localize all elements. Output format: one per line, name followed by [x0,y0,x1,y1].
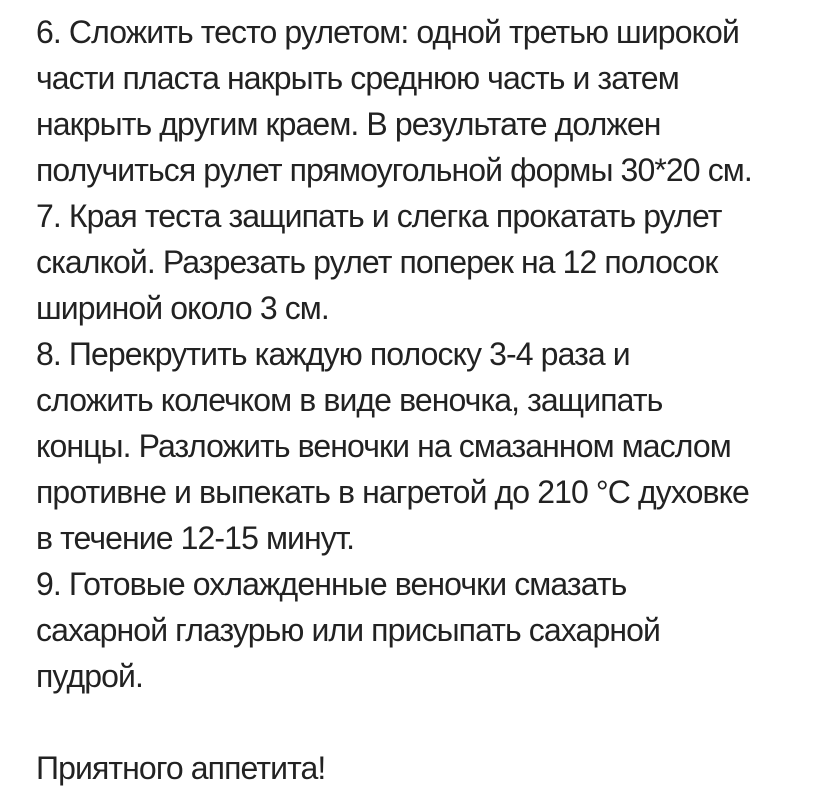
step-7-line-2: скалкой. Разрезать рулет поперек на 12 полосок [36,244,718,280]
step-6-line-4: получиться рулет прямоугольной формы 30*20 см. [36,152,752,188]
step-7-line-3: шириной около 3 см. [36,290,329,326]
step-8-line-5: в течение 12-15 минут. [36,520,355,556]
step-9-line-1: 9. Готовые охлажденные веночки смазать [36,566,627,602]
step-8-line-3: концы. Разложить веночки на смазанном маслом [36,428,731,464]
step-9-line-2: сахарной глазурью или присыпать сахарной [36,612,660,648]
step-8-line-4: противне и выпекать в нагретой до 210 °С духовке [36,474,749,510]
step-8-line-2: сложить колечком в виде веночка, защипать [36,382,663,418]
closing-line: Приятного аппетита! [36,750,326,786]
step-9-line-3: пудрой. [36,658,143,694]
step-8-line-1: 8. Перекрутить каждую полоску 3-4 раза и [36,336,630,372]
step-6-line-3: накрыть другим краем. В результате должен [36,106,661,142]
step-6-line-1: 6. Сложить тесто рулетом: одной третью широкой [36,14,739,50]
step-7-line-1: 7. Края теста защипать и слегка прокатать рулет [36,198,722,234]
step-6-line-2: части пласта накрыть среднюю часть и затем [36,60,679,96]
